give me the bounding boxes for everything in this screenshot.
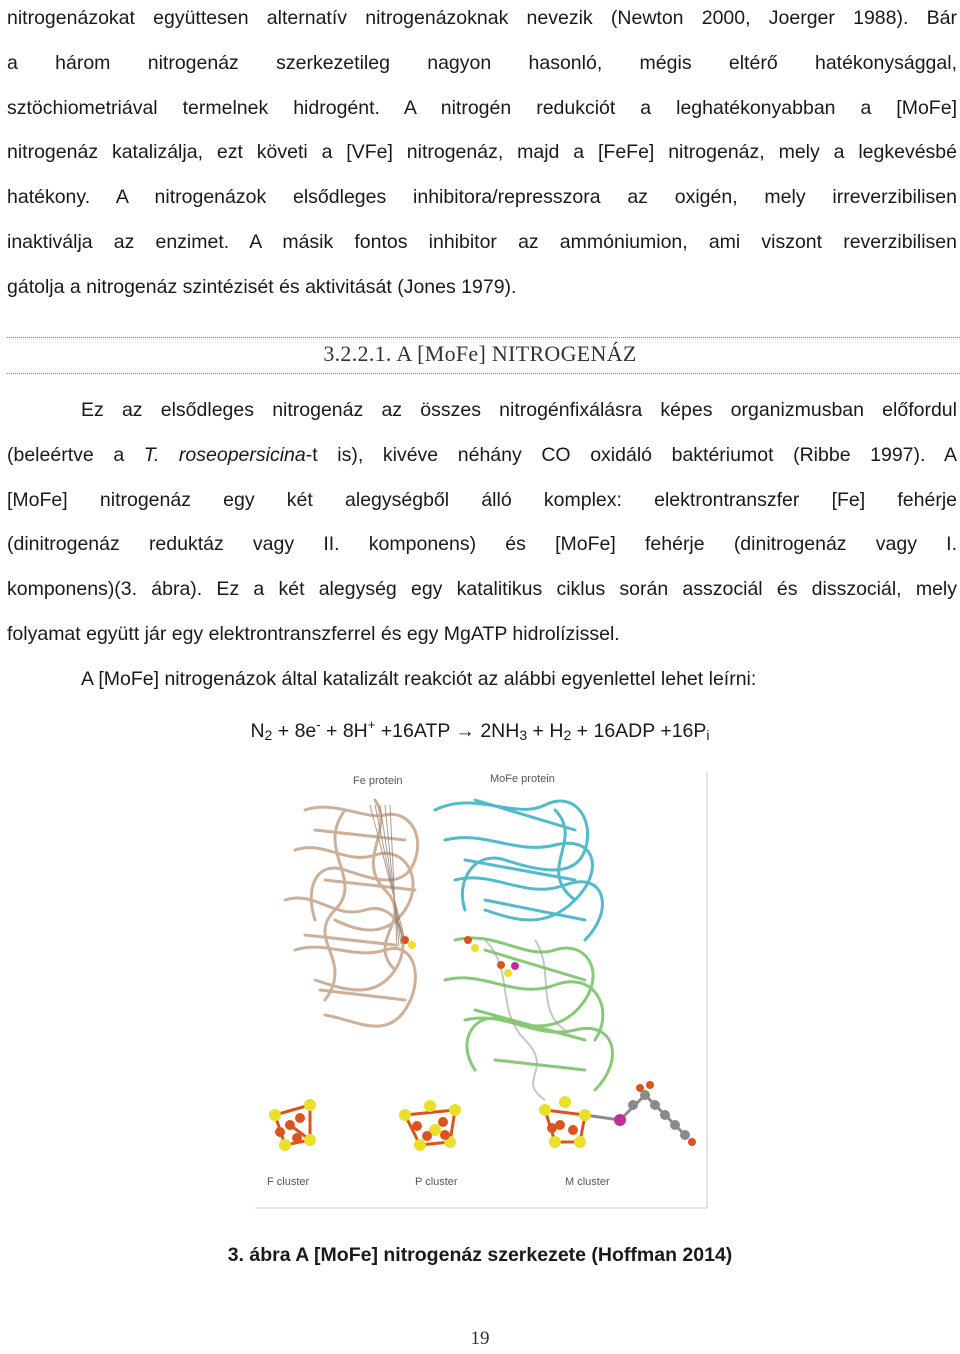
section-heading: 3.2.2.1. A [MoFe] NITROGENÁZ: [323, 341, 637, 366]
text-line: komponens)(3. ábra). Ez a két alegység egy katalitikus ciklus során asszociál és disszociál, mely: [7, 578, 957, 601]
paragraph-mofe: [7, 388, 957, 702]
paragraph-intro: [7, 0, 957, 310]
species-name: T. roseopersicina: [143, 443, 306, 466]
f-cluster: [269, 1099, 316, 1151]
text-line: nitrogenázokat együttesen alternatív nitrogenázoknak nevezik (Newton 2000, Joerger 1988). Bár: [7, 7, 957, 29]
p-cluster: [399, 1100, 461, 1151]
m-cluster: [539, 1081, 696, 1148]
text-line: Ez az elsődleges nitrogenáz az összes nitrogénfixálásra képes organizmusban előfordul: [81, 399, 957, 421]
figure-caption: 3. ábra A [MoFe] nitrogenáz szerkezete (Hoffman 2014): [227, 1244, 733, 1266]
text-line: (beleértve a T. roseopersicina-t is), kivéve néhány CO oxidáló baktériumot (Ribbe 1997). A: [7, 443, 957, 466]
f-cluster-label: F cluster: [267, 1176, 310, 1188]
nitrogenase-structure-figure: [255, 770, 710, 1210]
heading-rule-bottom: [7, 373, 960, 374]
reaction-equation: $N_2 + 8e^- + 8H^+ +16ATP \to 2NH_3 + H_2 + 16ADP +16P_i$: [250, 717, 710, 743]
text-line: nitrogenáz katalizálja, ezt követi a [VFe] nitrogenáz, majd a [FeFe] nitrogenáz, mely a legkevésbé: [7, 141, 957, 164]
mofe-beta-ribbon: [445, 938, 612, 1090]
page-number: 19: [470, 1328, 490, 1349]
m-cluster-label: M cluster: [565, 1176, 610, 1188]
text-line: [MoFe] nitrogenáz egy két alegységből álló komplex: elektrontranszfer [Fe] fehérje: [7, 488, 957, 511]
text-line: inaktiválja az enzimet. A másik fontos inhibitor az ammóniumion, ami viszont reverzibilisen: [7, 230, 957, 253]
p-cluster-label: P cluster: [415, 1176, 458, 1188]
fe-protein-label: Fe protein: [353, 775, 403, 787]
reaction-arrow-icon: →: [455, 720, 475, 742]
mofe-alpha-ribbon: [435, 800, 602, 940]
mofe-protein-label: MoFe protein: [490, 773, 555, 785]
text-line: hatékony. A nitrogenázok elsődleges inhibitora/represszora az oxigén, mely irreverzibilisen: [7, 186, 957, 209]
text-line: (dinitrogenáz reduktáz vagy II. komponens) és [MoFe] fehérje (dinitrogenáz vagy I.: [7, 533, 957, 556]
text-line: folyamat együtt jár egy elektrontranszferrel és egy MgATP hidrolízissel.: [7, 622, 620, 645]
text-line: gátolja a nitrogenáz szintézisét és aktivitását (Jones 1979).: [7, 275, 517, 298]
text-line: sztöchiometriával termelnek hidrogént. A nitrogén redukciót a leghatékonyabban a [MoFe]: [7, 96, 957, 119]
text-line: A [MoFe] nitrogenázok által katalizált reakciót az alábbi egyenlettel lehet leírni:: [81, 667, 757, 690]
text-line: a három nitrogenáz szerkezetileg nagyon hasonló, mégis eltérő hatékonysággal,: [7, 51, 957, 74]
